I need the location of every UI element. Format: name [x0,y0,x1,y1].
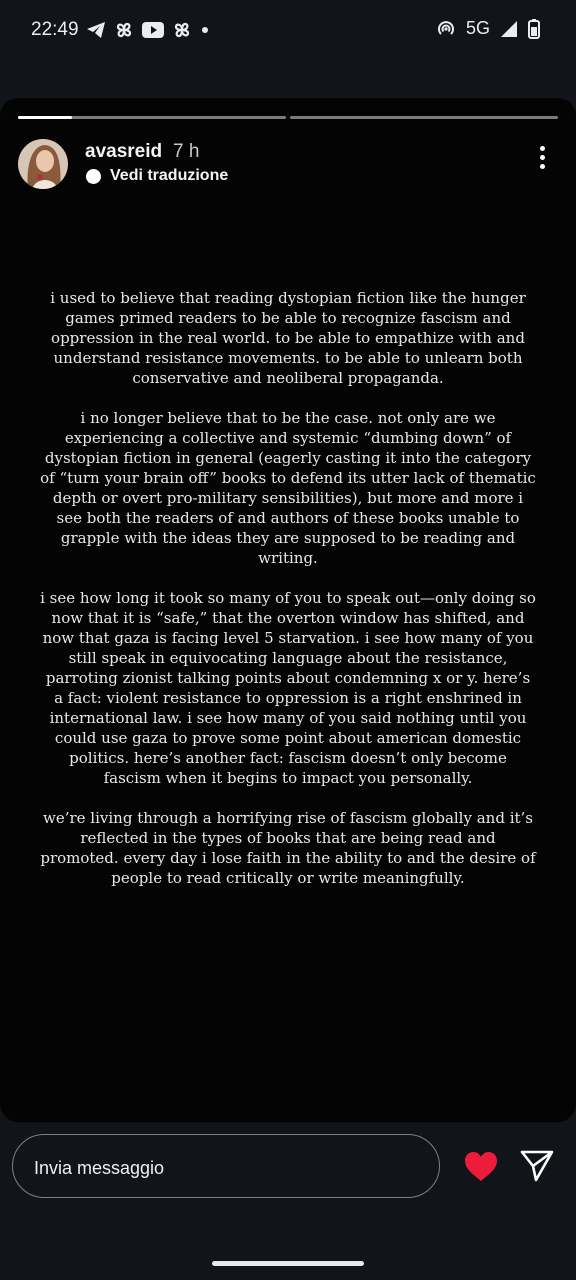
story-paragraph: i no longer believe that to be the case. not only are we experiencing a collective and systemic “dumbing down” of dystopian fiction in general (eagerly casting it into the category of “turn your brain off” books to defend its utter lack of thematic depth or overt pro-military sensibilities), but more and more i see both the readers of and authors of these books unable to grapple with the ideas they are supposed to be reading and writing. [40,409,536,567]
translate-icon [85,168,102,185]
story-progress-segment [290,116,558,119]
battery-icon [528,19,540,39]
send-icon[interactable] [519,1149,555,1183]
send-message-input[interactable] [12,1134,440,1198]
telegram-icon [86,21,106,39]
story-progress-segment [18,116,286,119]
story-paragraph: i used to believe that reading dystopian fiction like the hunger games primed readers to be able to recognize fascism and oppression in the real world. to be able to empathize with and understand resistance movements. to be able to unlearn both conservative and neoliberal propaganda. [50,289,526,387]
story-text [40,288,536,888]
see-translation-label: Vedi traduzione [110,167,229,184]
youtube-icon [142,22,164,38]
more-options-button[interactable] [530,146,554,176]
network-type: 5G [465,18,490,38]
signal-icon [500,20,518,38]
story-paragraph: we’re living through a horrifying rise of fascism globally and it’s reflected in the types of books that are being read and promoted. every day i lose faith in the ability to and the desire of people to read critically or write meaningfully. [40,809,536,887]
status-time: 22:49 [31,19,79,40]
pinwheel-icon [114,20,134,40]
story-paragraph: i see how long it took so many of you to speak out—only doing so now that it is “safe,” that the overton window has shifted, and now that gaza is facing level 5 starvation. i see how many of you still speak in equivocating language about the resistance, parroting zionist talking points about condemning x or y. here’s a fact: violent resistance to oppression is a right enshrined in international law. i see how many of you said nothing until you could use gaza to prove some point about american domestic politics. here’s another fact: fascism doesn’t only become fascism when it begins to impact you personally. [40,589,536,787]
system-icons [436,18,540,39]
status-bar [0,0,576,64]
story-timestamp: 7 h [173,141,200,162]
more-dot-icon [540,164,545,169]
gesture-bar[interactable] [212,1261,364,1266]
send-message-placeholder: Invia messaggio [34,1158,165,1178]
pinwheel-icon [172,20,192,40]
profile-photo [18,139,68,189]
notification-icons [86,20,210,40]
more-dot-icon [540,146,545,151]
hotspot-icon [436,19,456,39]
more-dot-icon [540,155,545,160]
story-progress-fill [18,116,72,119]
dot-icon [200,25,210,35]
heart-icon[interactable] [463,1150,499,1182]
avatar[interactable] [18,139,68,189]
see-translation-button[interactable] [85,167,228,185]
story-username[interactable]: avasreid [85,141,163,162]
